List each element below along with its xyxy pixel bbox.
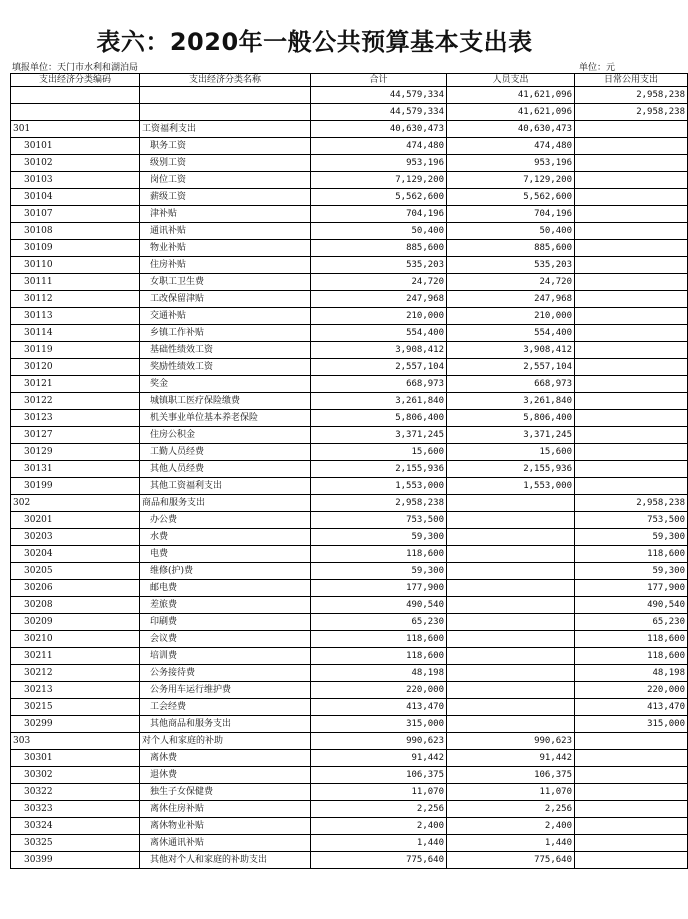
table-row bbox=[11, 461, 688, 478]
table-row bbox=[11, 665, 688, 682]
name-cell: 会议费 bbox=[140, 631, 311, 648]
col-header-public: 日常公用支出 bbox=[575, 74, 688, 87]
total-cell: 210,000 bbox=[311, 308, 447, 325]
public-cell: 753,500 bbox=[575, 512, 688, 529]
personnel-cell bbox=[447, 631, 575, 648]
table-row bbox=[11, 750, 688, 767]
public-cell bbox=[575, 138, 688, 155]
table-row bbox=[11, 376, 688, 393]
total-cell: 91,442 bbox=[311, 750, 447, 767]
table-row bbox=[11, 87, 688, 104]
public-cell bbox=[575, 444, 688, 461]
name-cell: 离休物业补贴 bbox=[140, 818, 311, 835]
total-cell: 490,540 bbox=[311, 597, 447, 614]
code-cell bbox=[11, 87, 140, 104]
code-cell: 30301 bbox=[11, 750, 140, 767]
name-cell: 维修(护)费 bbox=[140, 563, 311, 580]
total-cell: 118,600 bbox=[311, 546, 447, 563]
public-cell: 177,900 bbox=[575, 580, 688, 597]
table-row bbox=[11, 308, 688, 325]
code-cell: 30302 bbox=[11, 767, 140, 784]
table-row bbox=[11, 410, 688, 427]
public-cell bbox=[575, 767, 688, 784]
name-cell: 其他工资福利支出 bbox=[140, 478, 311, 495]
code-cell: 30119 bbox=[11, 342, 140, 359]
table-row bbox=[11, 784, 688, 801]
code-cell: 30213 bbox=[11, 682, 140, 699]
personnel-cell bbox=[447, 699, 575, 716]
personnel-cell: 2,155,936 bbox=[447, 461, 575, 478]
public-cell bbox=[575, 155, 688, 172]
budget-table bbox=[10, 73, 688, 869]
code-cell: 30101 bbox=[11, 138, 140, 155]
name-cell: 交通补贴 bbox=[140, 308, 311, 325]
personnel-cell: 668,973 bbox=[447, 376, 575, 393]
personnel-cell bbox=[447, 580, 575, 597]
table-row bbox=[11, 852, 688, 869]
name-cell: 邮电费 bbox=[140, 580, 311, 597]
code-cell: 30199 bbox=[11, 478, 140, 495]
code-cell: 30103 bbox=[11, 172, 140, 189]
total-cell: 315,000 bbox=[311, 716, 447, 733]
personnel-cell bbox=[447, 614, 575, 631]
public-cell: 118,600 bbox=[575, 631, 688, 648]
table-header-row bbox=[11, 74, 688, 87]
public-cell bbox=[575, 750, 688, 767]
public-cell bbox=[575, 308, 688, 325]
table-row bbox=[11, 342, 688, 359]
code-cell: 30324 bbox=[11, 818, 140, 835]
public-cell bbox=[575, 478, 688, 495]
personnel-cell: 3,261,840 bbox=[447, 393, 575, 410]
public-cell bbox=[575, 257, 688, 274]
public-cell bbox=[575, 818, 688, 835]
total-cell: 1,440 bbox=[311, 835, 447, 852]
code-cell: 30211 bbox=[11, 648, 140, 665]
public-cell: 2,958,238 bbox=[575, 495, 688, 512]
name-cell: 其他商品和服务支出 bbox=[140, 716, 311, 733]
table-row bbox=[11, 495, 688, 512]
name-cell: 对个人和家庭的补助 bbox=[140, 733, 311, 750]
total-cell: 2,155,936 bbox=[311, 461, 447, 478]
personnel-cell: 1,553,000 bbox=[447, 478, 575, 495]
total-cell: 953,196 bbox=[311, 155, 447, 172]
personnel-cell: 210,000 bbox=[447, 308, 575, 325]
table-row bbox=[11, 614, 688, 631]
code-cell: 30107 bbox=[11, 206, 140, 223]
name-cell: 商品和服务支出 bbox=[140, 495, 311, 512]
total-cell: 990,623 bbox=[311, 733, 447, 750]
name-cell: 乡镇工作补贴 bbox=[140, 325, 311, 342]
personnel-cell: 11,070 bbox=[447, 784, 575, 801]
personnel-cell: 50,400 bbox=[447, 223, 575, 240]
code-cell: 303 bbox=[11, 733, 140, 750]
code-cell: 30203 bbox=[11, 529, 140, 546]
name-cell: 差旅费 bbox=[140, 597, 311, 614]
total-cell: 40,630,473 bbox=[311, 121, 447, 138]
public-cell bbox=[575, 410, 688, 427]
total-cell: 220,000 bbox=[311, 682, 447, 699]
personnel-cell bbox=[447, 546, 575, 563]
total-cell: 2,557,104 bbox=[311, 359, 447, 376]
total-cell: 3,261,840 bbox=[311, 393, 447, 410]
code-cell: 30131 bbox=[11, 461, 140, 478]
table-row bbox=[11, 189, 688, 206]
table-row bbox=[11, 580, 688, 597]
name-cell: 离休住房补贴 bbox=[140, 801, 311, 818]
total-cell: 2,256 bbox=[311, 801, 447, 818]
table-row bbox=[11, 529, 688, 546]
total-cell: 44,579,334 bbox=[311, 87, 447, 104]
personnel-cell: 41,621,096 bbox=[447, 104, 575, 121]
total-cell: 118,600 bbox=[311, 648, 447, 665]
total-cell: 59,300 bbox=[311, 563, 447, 580]
code-cell: 30206 bbox=[11, 580, 140, 597]
name-cell: 职务工资 bbox=[140, 138, 311, 155]
name-cell: 印刷费 bbox=[140, 614, 311, 631]
total-cell: 1,553,000 bbox=[311, 478, 447, 495]
personnel-cell: 15,600 bbox=[447, 444, 575, 461]
col-header-total: 合计 bbox=[311, 74, 447, 87]
code-cell: 30299 bbox=[11, 716, 140, 733]
total-cell: 11,070 bbox=[311, 784, 447, 801]
code-cell: 301 bbox=[11, 121, 140, 138]
public-cell: 59,300 bbox=[575, 529, 688, 546]
public-cell bbox=[575, 852, 688, 869]
public-cell bbox=[575, 223, 688, 240]
personnel-cell: 41,621,096 bbox=[447, 87, 575, 104]
total-cell: 535,203 bbox=[311, 257, 447, 274]
code-cell: 30208 bbox=[11, 597, 140, 614]
public-cell: 65,230 bbox=[575, 614, 688, 631]
code-cell: 30104 bbox=[11, 189, 140, 206]
public-cell: 118,600 bbox=[575, 546, 688, 563]
name-cell: 培训费 bbox=[140, 648, 311, 665]
table-row bbox=[11, 104, 688, 121]
table-row bbox=[11, 444, 688, 461]
name-cell bbox=[140, 104, 311, 121]
personnel-cell: 5,806,400 bbox=[447, 410, 575, 427]
personnel-cell: 775,640 bbox=[447, 852, 575, 869]
name-cell: 通讯补贴 bbox=[140, 223, 311, 240]
code-cell: 30122 bbox=[11, 393, 140, 410]
table-body bbox=[11, 87, 688, 869]
code-cell: 30325 bbox=[11, 835, 140, 852]
table-row bbox=[11, 206, 688, 223]
code-cell: 30111 bbox=[11, 274, 140, 291]
personnel-cell bbox=[447, 682, 575, 699]
name-cell: 基础性绩效工资 bbox=[140, 342, 311, 359]
table-row bbox=[11, 767, 688, 784]
code-cell: 30112 bbox=[11, 291, 140, 308]
total-cell: 24,720 bbox=[311, 274, 447, 291]
personnel-cell bbox=[447, 665, 575, 682]
personnel-cell: 24,720 bbox=[447, 274, 575, 291]
code-cell: 30110 bbox=[11, 257, 140, 274]
table-row bbox=[11, 818, 688, 835]
total-cell: 5,562,600 bbox=[311, 189, 447, 206]
public-cell bbox=[575, 393, 688, 410]
name-cell: 离休费 bbox=[140, 750, 311, 767]
total-cell: 48,198 bbox=[311, 665, 447, 682]
code-cell: 30109 bbox=[11, 240, 140, 257]
personnel-cell: 554,400 bbox=[447, 325, 575, 342]
table-row bbox=[11, 274, 688, 291]
table-row bbox=[11, 512, 688, 529]
public-cell bbox=[575, 121, 688, 138]
code-cell: 30120 bbox=[11, 359, 140, 376]
name-cell: 津补贴 bbox=[140, 206, 311, 223]
table-row bbox=[11, 223, 688, 240]
name-cell: 公务接待费 bbox=[140, 665, 311, 682]
currency-unit: 单位：元 bbox=[578, 63, 615, 73]
public-cell bbox=[575, 784, 688, 801]
total-cell: 118,600 bbox=[311, 631, 447, 648]
personnel-cell: 535,203 bbox=[447, 257, 575, 274]
personnel-cell bbox=[447, 512, 575, 529]
total-cell: 59,300 bbox=[311, 529, 447, 546]
public-cell bbox=[575, 291, 688, 308]
name-cell bbox=[140, 87, 311, 104]
code-cell: 30129 bbox=[11, 444, 140, 461]
personnel-cell: 91,442 bbox=[447, 750, 575, 767]
name-cell: 女职工卫生费 bbox=[140, 274, 311, 291]
personnel-cell: 885,600 bbox=[447, 240, 575, 257]
table-row bbox=[11, 359, 688, 376]
name-cell: 工资福利支出 bbox=[140, 121, 311, 138]
table-row bbox=[11, 835, 688, 852]
name-cell: 离休通讯补贴 bbox=[140, 835, 311, 852]
total-cell: 65,230 bbox=[311, 614, 447, 631]
table-row bbox=[11, 699, 688, 716]
code-cell: 30102 bbox=[11, 155, 140, 172]
personnel-cell: 3,908,412 bbox=[447, 342, 575, 359]
table-row bbox=[11, 563, 688, 580]
code-cell: 30399 bbox=[11, 852, 140, 869]
code-cell: 30323 bbox=[11, 801, 140, 818]
personnel-cell: 106,375 bbox=[447, 767, 575, 784]
personnel-cell: 3,371,245 bbox=[447, 427, 575, 444]
personnel-cell: 953,196 bbox=[447, 155, 575, 172]
total-cell: 668,973 bbox=[311, 376, 447, 393]
name-cell: 公务用车运行维护费 bbox=[140, 682, 311, 699]
name-cell: 奖励性绩效工资 bbox=[140, 359, 311, 376]
table-row bbox=[11, 716, 688, 733]
public-cell: 413,470 bbox=[575, 699, 688, 716]
personnel-cell: 7,129,200 bbox=[447, 172, 575, 189]
total-cell: 5,806,400 bbox=[311, 410, 447, 427]
total-cell: 413,470 bbox=[311, 699, 447, 716]
personnel-cell bbox=[447, 495, 575, 512]
total-cell: 106,375 bbox=[311, 767, 447, 784]
table-row bbox=[11, 155, 688, 172]
personnel-cell: 704,196 bbox=[447, 206, 575, 223]
code-cell: 30127 bbox=[11, 427, 140, 444]
name-cell: 住房补贴 bbox=[140, 257, 311, 274]
name-cell: 工改保留津贴 bbox=[140, 291, 311, 308]
col-header-personnel: 人员支出 bbox=[447, 74, 575, 87]
code-cell: 30322 bbox=[11, 784, 140, 801]
public-cell: 220,000 bbox=[575, 682, 688, 699]
personnel-cell bbox=[447, 648, 575, 665]
table-row bbox=[11, 597, 688, 614]
name-cell: 物业补贴 bbox=[140, 240, 311, 257]
name-cell: 工勤人员经费 bbox=[140, 444, 311, 461]
code-cell: 30204 bbox=[11, 546, 140, 563]
public-cell: 48,198 bbox=[575, 665, 688, 682]
total-cell: 753,500 bbox=[311, 512, 447, 529]
personnel-cell bbox=[447, 716, 575, 733]
public-cell bbox=[575, 342, 688, 359]
total-cell: 775,640 bbox=[311, 852, 447, 869]
total-cell: 44,579,334 bbox=[311, 104, 447, 121]
table-row bbox=[11, 733, 688, 750]
public-cell bbox=[575, 427, 688, 444]
code-cell: 30209 bbox=[11, 614, 140, 631]
public-cell bbox=[575, 240, 688, 257]
public-cell bbox=[575, 206, 688, 223]
table-row bbox=[11, 138, 688, 155]
table-row bbox=[11, 393, 688, 410]
name-cell: 水费 bbox=[140, 529, 311, 546]
page-title: 表六：2020年一般公共预算基本支出表 bbox=[96, 28, 533, 56]
total-cell: 247,968 bbox=[311, 291, 447, 308]
name-cell: 级别工资 bbox=[140, 155, 311, 172]
name-cell: 岗位工资 bbox=[140, 172, 311, 189]
table-row bbox=[11, 325, 688, 342]
personnel-cell: 2,256 bbox=[447, 801, 575, 818]
public-cell bbox=[575, 274, 688, 291]
total-cell: 704,196 bbox=[311, 206, 447, 223]
name-cell: 电费 bbox=[140, 546, 311, 563]
total-cell: 885,600 bbox=[311, 240, 447, 257]
name-cell: 奖金 bbox=[140, 376, 311, 393]
total-cell: 15,600 bbox=[311, 444, 447, 461]
public-cell: 2,958,238 bbox=[575, 104, 688, 121]
public-cell: 59,300 bbox=[575, 563, 688, 580]
personnel-cell: 474,480 bbox=[447, 138, 575, 155]
personnel-cell: 40,630,473 bbox=[447, 121, 575, 138]
public-cell bbox=[575, 801, 688, 818]
public-cell: 315,000 bbox=[575, 716, 688, 733]
total-cell: 2,958,238 bbox=[311, 495, 447, 512]
personnel-cell bbox=[447, 597, 575, 614]
code-cell: 30215 bbox=[11, 699, 140, 716]
name-cell: 城镇职工医疗保险缴费 bbox=[140, 393, 311, 410]
name-cell: 工会经费 bbox=[140, 699, 311, 716]
public-cell: 490,540 bbox=[575, 597, 688, 614]
total-cell: 50,400 bbox=[311, 223, 447, 240]
table-row bbox=[11, 648, 688, 665]
table-row bbox=[11, 291, 688, 308]
name-cell: 机关事业单位基本养老保险 bbox=[140, 410, 311, 427]
code-cell: 30201 bbox=[11, 512, 140, 529]
reporting-unit: 填报单位：天门市水利和湖泊局 bbox=[12, 63, 139, 73]
code-cell: 30205 bbox=[11, 563, 140, 580]
public-cell bbox=[575, 733, 688, 750]
total-cell: 177,900 bbox=[311, 580, 447, 597]
total-cell: 3,908,412 bbox=[311, 342, 447, 359]
personnel-cell: 2,400 bbox=[447, 818, 575, 835]
public-cell bbox=[575, 835, 688, 852]
code-cell: 30121 bbox=[11, 376, 140, 393]
table-row bbox=[11, 240, 688, 257]
name-cell: 住房公积金 bbox=[140, 427, 311, 444]
total-cell: 7,129,200 bbox=[311, 172, 447, 189]
public-cell bbox=[575, 189, 688, 206]
public-cell bbox=[575, 376, 688, 393]
table-row bbox=[11, 172, 688, 189]
table-row bbox=[11, 478, 688, 495]
personnel-cell bbox=[447, 529, 575, 546]
col-header-name: 支出经济分类名称 bbox=[140, 74, 311, 87]
name-cell: 办公费 bbox=[140, 512, 311, 529]
personnel-cell: 1,440 bbox=[447, 835, 575, 852]
name-cell: 其他对个人和家庭的补助支出 bbox=[140, 852, 311, 869]
table-row bbox=[11, 631, 688, 648]
table-row bbox=[11, 257, 688, 274]
public-cell bbox=[575, 325, 688, 342]
total-cell: 3,371,245 bbox=[311, 427, 447, 444]
code-cell: 30114 bbox=[11, 325, 140, 342]
personnel-cell: 247,968 bbox=[447, 291, 575, 308]
code-cell: 30123 bbox=[11, 410, 140, 427]
name-cell: 退休费 bbox=[140, 767, 311, 784]
table-row bbox=[11, 682, 688, 699]
col-header-code: 支出经济分类编码 bbox=[11, 74, 140, 87]
name-cell: 其他人员经费 bbox=[140, 461, 311, 478]
public-cell: 2,958,238 bbox=[575, 87, 688, 104]
table-row bbox=[11, 546, 688, 563]
personnel-cell: 990,623 bbox=[447, 733, 575, 750]
total-cell: 474,480 bbox=[311, 138, 447, 155]
code-cell bbox=[11, 104, 140, 121]
code-cell: 302 bbox=[11, 495, 140, 512]
table-row bbox=[11, 801, 688, 818]
name-cell: 薪级工资 bbox=[140, 189, 311, 206]
public-cell bbox=[575, 461, 688, 478]
total-cell: 2,400 bbox=[311, 818, 447, 835]
code-cell: 30210 bbox=[11, 631, 140, 648]
public-cell bbox=[575, 172, 688, 189]
code-cell: 30113 bbox=[11, 308, 140, 325]
name-cell: 独生子女保健费 bbox=[140, 784, 311, 801]
personnel-cell: 2,557,104 bbox=[447, 359, 575, 376]
total-cell: 554,400 bbox=[311, 325, 447, 342]
code-cell: 30212 bbox=[11, 665, 140, 682]
public-cell bbox=[575, 359, 688, 376]
code-cell: 30108 bbox=[11, 223, 140, 240]
public-cell: 118,600 bbox=[575, 648, 688, 665]
personnel-cell bbox=[447, 563, 575, 580]
table-row bbox=[11, 427, 688, 444]
table-row bbox=[11, 121, 688, 138]
personnel-cell: 5,562,600 bbox=[447, 189, 575, 206]
